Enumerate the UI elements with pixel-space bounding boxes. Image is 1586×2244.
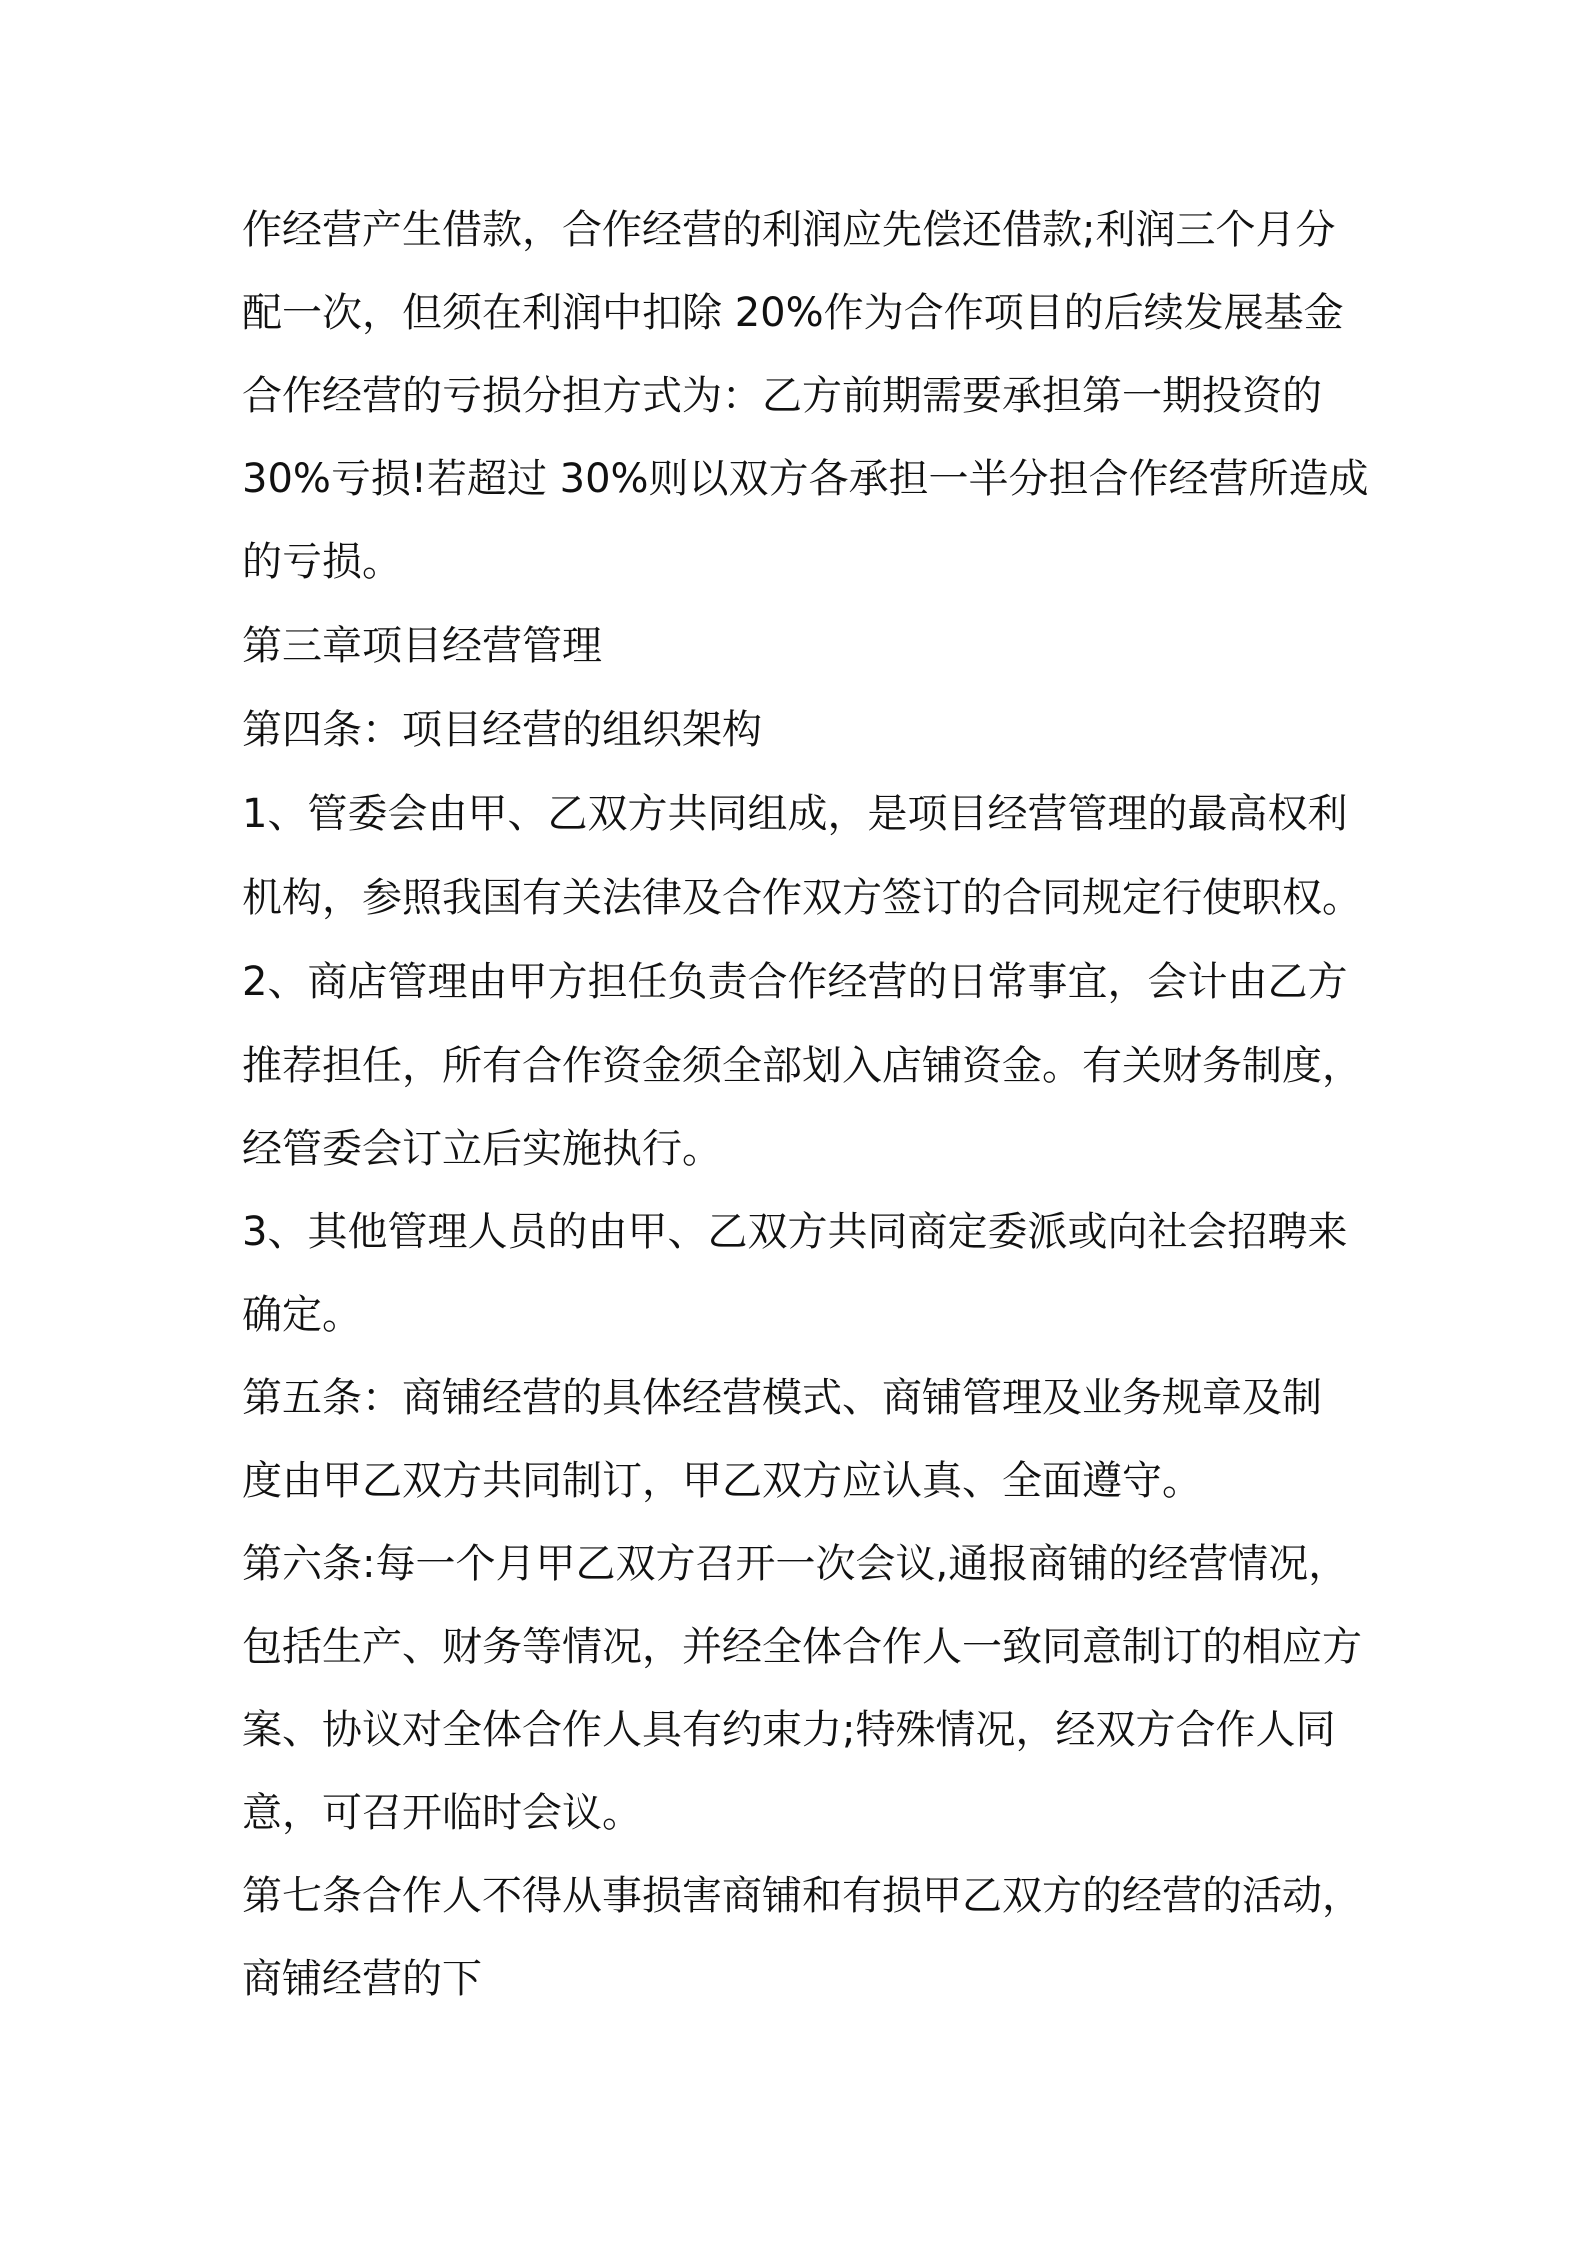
text-line: 第七条合作人不得从事损害商铺和有损甲乙双方的经营的活动， [242, 1873, 1362, 1919]
text-line: 配一次，但须在利润中扣除 20%作为合作项目的后续发展基金 [242, 290, 1344, 336]
text-line: 第六条:每一个月甲乙双方召开一次会议,通报商铺的经营情况， [242, 1541, 1349, 1587]
text-line: 商铺经营的下 [242, 1956, 482, 2002]
article-heading: 第四条：项目经营的组织架构 [242, 707, 762, 753]
text-line: 2、商店管理由甲方担任负责合作经营的日常事宜，会计由乙方 [242, 959, 1348, 1005]
text-line: 30%亏损!若超过 30%则以双方各承担一半分担合作经营所造成 [242, 456, 1369, 502]
text-line: 推荐担任，所有合作资金须全部划入店铺资金。有关财务制度， [242, 1043, 1362, 1089]
text-line: 确定。 [242, 1292, 362, 1338]
text-line: 1、管委会由甲、乙双方共同组成，是项目经营管理的最高权利 [242, 791, 1348, 837]
text-line: 的亏损。 [242, 539, 402, 585]
text-line: 第五条：商铺经营的具体经营模式、商铺管理及业务规章及制 [242, 1375, 1322, 1421]
text-line: 案、协议对全体合作人具有约束力;特殊情况，经双方合作人同 [242, 1707, 1336, 1753]
text-line: 合作经营的亏损分担方式为：乙方前期需要承担第一期投资的 [242, 373, 1322, 419]
text-line: 3、其他管理人员的由甲、乙双方共同商定委派或向社会招聘来 [242, 1209, 1348, 1255]
chapter-heading: 第三章项目经营管理 [242, 623, 602, 669]
text-line: 意，可召开临时会议。 [242, 1790, 642, 1836]
text-line: 机构，参照我国有关法律及合作双方签订的合同规定行使职权。 [242, 875, 1362, 921]
text-line: 包括生产、财务等情况，并经全体合作人一致同意制订的相应方 [242, 1624, 1362, 1670]
text-line: 经管委会订立后实施执行。 [242, 1126, 722, 1172]
text-line: 作经营产生借款，合作经营的利润应先偿还借款;利润三个月分 [242, 207, 1336, 253]
text-line: 度由甲乙双方共同制订，甲乙双方应认真、全面遵守。 [242, 1458, 1202, 1504]
